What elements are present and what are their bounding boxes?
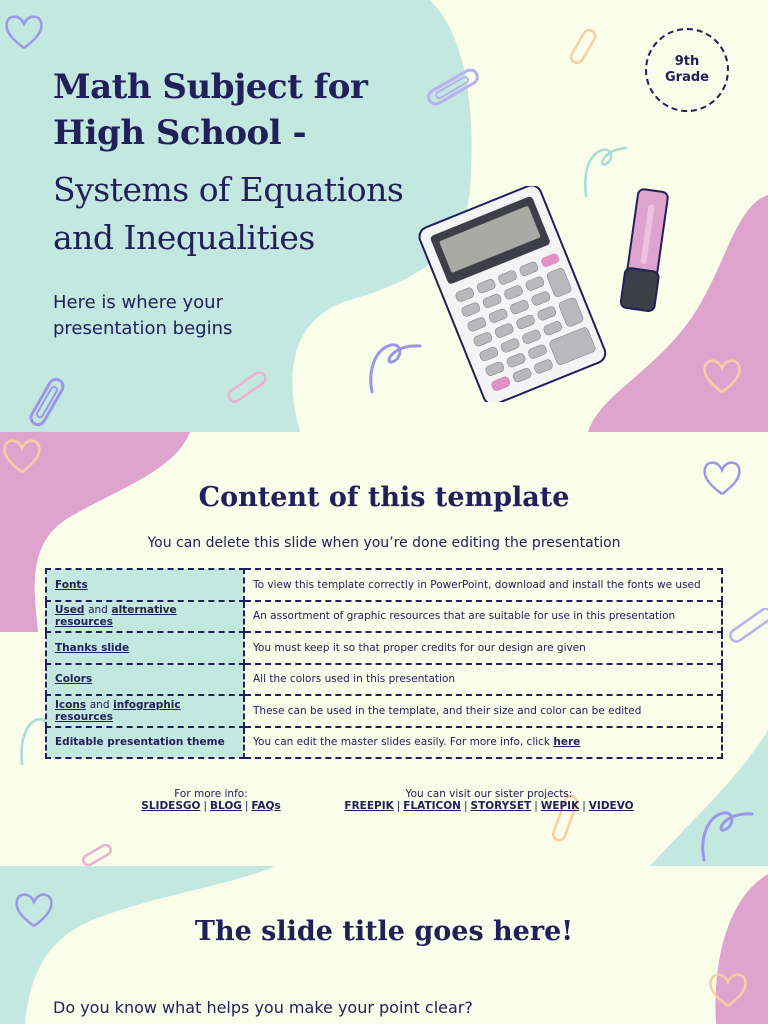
slide-title-generic[interactable] xyxy=(0,866,768,1024)
row-key: Editable presentation theme xyxy=(46,727,244,759)
wepik-link[interactable]: WEPIK xyxy=(540,800,580,812)
paperclip-icon xyxy=(22,372,72,432)
row-value: You must keep it so that proper credits for our design are given xyxy=(244,632,722,664)
subtitle-line-1: Systems of Equations xyxy=(53,170,404,209)
paperclip-icon xyxy=(80,844,114,866)
and-text: and xyxy=(89,698,110,711)
table-row xyxy=(46,601,722,633)
heart-icon xyxy=(700,356,744,396)
squiggle-icon xyxy=(696,804,756,864)
slide-title: The slide title goes here! xyxy=(194,916,574,947)
tagline-line-2: presentation begins xyxy=(53,318,233,339)
presentation-title xyxy=(53,64,453,156)
table-row xyxy=(46,632,722,664)
presentation-subtitle xyxy=(53,166,453,262)
row-value: To view this template correctly in PowerPoint, download and install the fonts we used xyxy=(244,569,722,601)
separator: | xyxy=(396,800,401,812)
row-value xyxy=(244,727,722,759)
and-text: and xyxy=(88,604,108,617)
row-value: An assortment of graphic resources that are suitable for use in this presentation xyxy=(244,601,722,633)
footer-sister-label: You can visit our sister projects: xyxy=(405,788,573,800)
paperclip-icon xyxy=(224,368,270,406)
contents-subtitle: You can delete this slide when you’re done editing the presentation xyxy=(147,535,621,551)
heart-icon xyxy=(706,970,750,1010)
colors-link[interactable]: Colors xyxy=(55,673,93,686)
heart-icon xyxy=(0,436,44,476)
blog-link[interactable]: BLOG xyxy=(210,800,242,812)
slide-question: Do you know what helps you make your point clear? xyxy=(53,998,473,1017)
paperclip-icon xyxy=(564,22,604,72)
subtitle-line-2: and Inequalities xyxy=(53,218,315,257)
thanks-slide-link[interactable]: Thanks slide xyxy=(55,641,130,654)
row-value: These can be used in the template, and their size and color can be edited xyxy=(244,695,722,727)
tagline-line-1: Here is where your xyxy=(53,292,223,313)
row-value-text: You can edit the master slides easily. For more info, click xyxy=(253,736,551,749)
table-row xyxy=(46,695,722,727)
slide-title[interactable] xyxy=(0,0,768,432)
flaticon-link[interactable]: FLATICON xyxy=(403,800,461,812)
fonts-link[interactable]: Fonts xyxy=(55,578,88,591)
table-row xyxy=(46,569,722,601)
tagline xyxy=(53,290,313,342)
storyset-link[interactable]: STORYSET xyxy=(470,800,532,812)
here-link[interactable]: here xyxy=(553,736,581,749)
alternative-resources-link[interactable]: alternative resources xyxy=(55,604,177,629)
calculator-illustration xyxy=(414,186,610,402)
separator: | xyxy=(203,800,207,812)
separator: | xyxy=(244,800,249,812)
row-key xyxy=(46,695,244,727)
videvo-link[interactable]: VIDEVO xyxy=(588,800,634,812)
row-key xyxy=(46,664,244,696)
separator: | xyxy=(582,800,586,812)
slidesgo-link[interactable]: SLIDESGO xyxy=(141,800,201,812)
infographic-resources-link[interactable]: infographic resources xyxy=(55,698,181,723)
title-line-2: High School - xyxy=(53,113,307,153)
slide-contents[interactable] xyxy=(0,432,768,866)
used-link[interactable]: Used xyxy=(55,604,85,617)
grade-badge xyxy=(645,28,729,112)
row-value: All the colors used in this presentation xyxy=(244,664,722,696)
separator: | xyxy=(534,800,538,812)
title-line-1: Math Subject for xyxy=(53,67,368,107)
heart-icon xyxy=(2,12,46,52)
table-row xyxy=(46,727,722,759)
row-key xyxy=(46,601,244,633)
grade-number: 9th xyxy=(674,54,700,69)
footer-more-info-label: For more info: xyxy=(174,788,248,800)
grade-label: Grade xyxy=(665,70,709,85)
faqs-link[interactable]: FAQs xyxy=(251,800,281,812)
footer-more-info xyxy=(100,788,322,812)
freepik-link[interactable]: FREEPIK xyxy=(344,800,394,812)
row-key xyxy=(46,632,244,664)
contents-title: Content of this template xyxy=(198,482,570,513)
paperclip-icon xyxy=(726,608,768,648)
row-key xyxy=(46,569,244,601)
contents-table xyxy=(45,568,723,759)
highlighter-illustration xyxy=(612,184,678,320)
table-row xyxy=(46,664,722,696)
footer-sister-projects xyxy=(330,788,648,812)
icons-link[interactable]: Icons xyxy=(55,698,87,711)
separator: | xyxy=(463,800,468,812)
